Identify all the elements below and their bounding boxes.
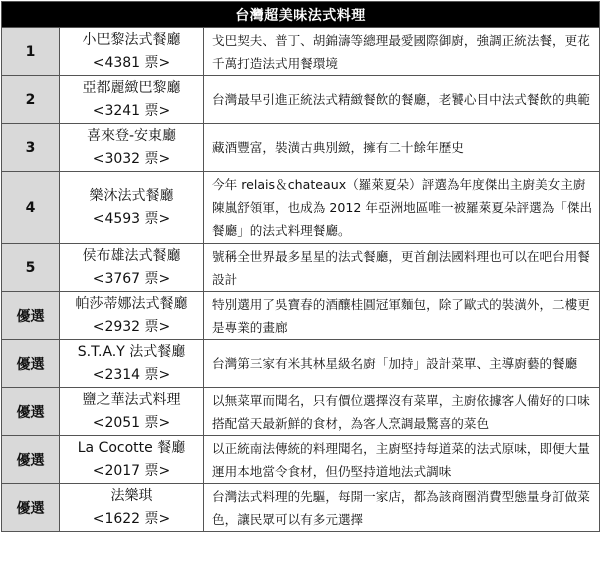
- restaurant-name: 喜來登-安東廳: [86, 127, 177, 144]
- table-row: [2, 28, 600, 76]
- rank-cell: 優選: [2, 340, 60, 388]
- vote-count: <2017 票>: [92, 462, 171, 479]
- restaurant-name: 樂沐法式餐廳: [89, 187, 174, 204]
- restaurant-cell: [60, 340, 204, 388]
- restaurant-name: 亞都麗緻巴黎廳: [82, 79, 181, 96]
- table-row: [2, 124, 600, 172]
- vote-count: <4381 票>: [92, 54, 171, 71]
- rank-cell: 優選: [2, 484, 60, 532]
- rank-cell: 優選: [2, 436, 60, 484]
- table-row: [2, 292, 600, 340]
- vote-count: <3767 票>: [92, 270, 171, 287]
- table-row: [2, 340, 600, 388]
- restaurant-name: 鹽之華法式料理: [82, 391, 181, 408]
- table-title: 台灣超美味法式料理: [2, 2, 600, 28]
- restaurant-name: 小巴黎法式餐廳: [82, 31, 181, 48]
- description-cell: 戈巴契夫、普丁、胡錦濤等總理最愛國際御廚，強調正統法餐，更花千萬打造法式用餐環境: [204, 28, 600, 76]
- description-cell: 藏酒豐富，裝潢古典別緻，擁有二十餘年歷史: [204, 124, 600, 172]
- restaurant-name: 法樂琪: [110, 487, 153, 504]
- restaurant-cell: [60, 436, 204, 484]
- description-cell: 以無菜單而聞名，只有價位選擇沒有菜單，主廚依據客人備好的口味搭配當天最新鮮的食材，為客人烹調最驚喜的菜色: [204, 388, 600, 436]
- vote-count: <2932 票>: [92, 318, 171, 335]
- table-row: [2, 484, 600, 532]
- ranking-table: [1, 1, 600, 532]
- restaurant-cell: [60, 172, 204, 244]
- table-row: [2, 172, 600, 244]
- description-cell: 台灣法式料理的先驅，每開一家店，都為該商圈消費型態量身訂做菜色，讓民眾可以有多元選擇: [204, 484, 600, 532]
- table-title-row: [2, 2, 600, 28]
- rank-cell: 2: [2, 76, 60, 124]
- rank-cell: 4: [2, 172, 60, 244]
- restaurant-name: La Cocotte 餐廳: [77, 439, 186, 456]
- rank-cell: 5: [2, 244, 60, 292]
- description-cell: 號稱全世界最多星星的法式餐廳，更首創法國料理也可以在吧台用餐設計: [204, 244, 600, 292]
- vote-count: <3032 票>: [92, 150, 171, 167]
- description-cell: 台灣第三家有米其林星級名廚「加持」設計菜單、主導廚藝的餐廳: [204, 340, 600, 388]
- restaurant-cell: [60, 244, 204, 292]
- rank-cell: 1: [2, 28, 60, 76]
- restaurant-cell: [60, 76, 204, 124]
- description-cell: 以正統南法傳統的料理聞名，主廚堅持每道菜的法式原味，即便大量運用本地當令食材，但仍堅持道地法式調味: [204, 436, 600, 484]
- description-cell: 台灣最早引進正統法式精緻餐飲的餐廳，老饕心目中法式餐飲的典範: [204, 76, 600, 124]
- vote-count: <2051 票>: [92, 414, 171, 431]
- description-cell: 今年 relais＆chateaux（羅萊夏朵）評選為年度傑出主廚美女主廚陳嵐舒領軍，也成為 2012 年亞洲地區唯一被羅萊夏朵評選為「傑出餐廳」的法式料理餐廳。: [204, 172, 600, 244]
- table-row: [2, 388, 600, 436]
- vote-count: <4593 票>: [92, 210, 171, 227]
- restaurant-name: 侯布雄法式餐廳: [82, 247, 181, 264]
- table-row: [2, 436, 600, 484]
- table-row: [2, 76, 600, 124]
- restaurant-cell: [60, 124, 204, 172]
- ranking-table-container: [1, 1, 599, 532]
- vote-count: <1622 票>: [92, 510, 171, 527]
- restaurant-cell: [60, 292, 204, 340]
- rank-cell: 3: [2, 124, 60, 172]
- restaurant-name: S.T.A.Y 法式餐廳: [77, 343, 186, 360]
- table-row: [2, 244, 600, 292]
- vote-count: <3241 票>: [92, 102, 171, 119]
- rank-cell: 優選: [2, 388, 60, 436]
- restaurant-cell: [60, 484, 204, 532]
- description-cell: 特別選用了吳寶春的酒釀桂圓冠軍麵包，除了歐式的裝潢外，二樓更是專業的畫廊: [204, 292, 600, 340]
- restaurant-name: 帕莎蒂娜法式餐廳: [75, 295, 188, 312]
- rank-cell: 優選: [2, 292, 60, 340]
- restaurant-cell: [60, 28, 204, 76]
- vote-count: <2314 票>: [92, 366, 171, 383]
- restaurant-cell: [60, 388, 204, 436]
